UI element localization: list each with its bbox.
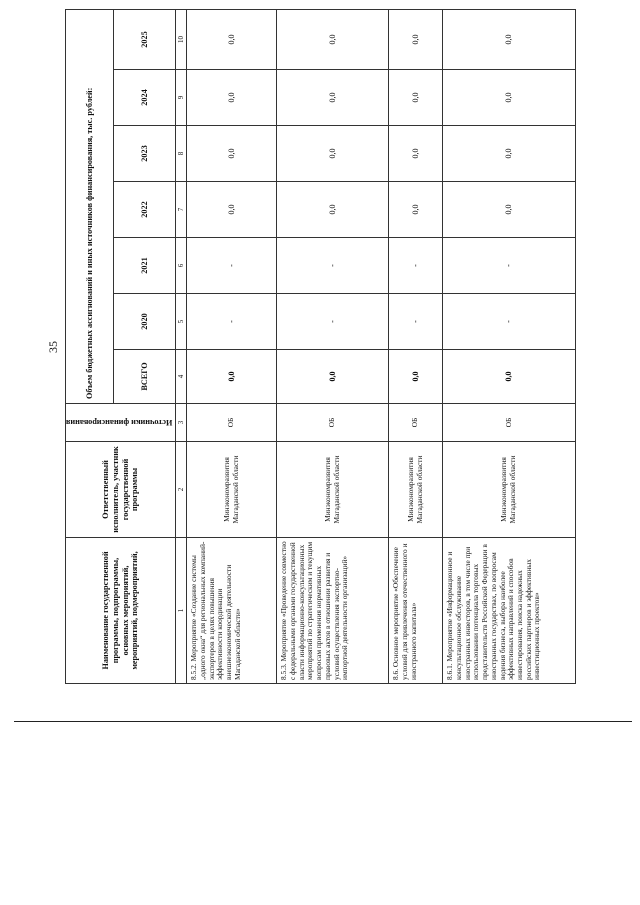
- row-value: 0,0: [443, 126, 576, 182]
- header-volume: Объем бюджетных ассигнований и иных источников финансирования, тыс. рублей:: [66, 10, 114, 404]
- column-number: 2: [176, 442, 187, 538]
- row-value: 0,0: [443, 10, 576, 70]
- row-total: 0,0: [187, 350, 277, 404]
- header-year-2024: 2024: [113, 70, 175, 126]
- row-source: ОБ: [187, 404, 277, 442]
- header-source: Источники финансирования: [66, 418, 173, 428]
- column-number: 4: [176, 350, 187, 404]
- row-value: 0,0: [187, 10, 277, 70]
- table: [65, 9, 576, 684]
- column-number: 3: [176, 404, 187, 442]
- row-name: 8.6. Основное мероприятие «Обеспечение условий для привлечения отечественного и иностранного капитала»: [389, 538, 443, 684]
- column-number: 8: [176, 126, 187, 182]
- header-total: ВСЕГО: [113, 350, 175, 404]
- row-total: 0,0: [443, 350, 576, 404]
- row-value: 0,0: [187, 70, 277, 126]
- row-value: -: [443, 294, 576, 350]
- row-value: 0,0: [277, 182, 389, 238]
- row-name: 8.5.2. Мероприятие «Создание системы „одного окна“ для региональных компаний-экспортеров в целях повышения эффективности координации внешнеэкономической деятельности Магаданской области»: [187, 538, 277, 684]
- table-row: [277, 10, 389, 684]
- header-name: Наименование государственной программы, подпрограммы, основных мероприятий, мероприятий, подмероприятий,: [66, 538, 176, 684]
- row-value: 0,0: [187, 182, 277, 238]
- row-name: 8.6.1. Мероприятие «Информационное и консультационное обслуживание иностранных инвесторов, в том числе при использовании потенциала торговых представительств Российской Федерации в иностранных государствах, по вопросам ведения бизнеса, выбора наиболее эффективных направлений и способов инвестирования, поиска надежных российских партнеров и эффективных инвестиционных проектов»: [443, 538, 576, 684]
- header-executor: Ответственный исполнитель, участник государственной программы: [66, 442, 176, 538]
- row-value: 0,0: [443, 182, 576, 238]
- row-value: 0,0: [187, 126, 277, 182]
- row-total: 0,0: [277, 350, 389, 404]
- column-number: 6: [176, 238, 187, 294]
- row-value: 0,0: [389, 70, 443, 126]
- row-executor: Минэкономразвития Магаданской области: [277, 442, 389, 538]
- column-number-row: [176, 10, 187, 684]
- header-source-cell: [66, 404, 176, 442]
- row-value: 0,0: [389, 10, 443, 70]
- table-row: [187, 10, 277, 684]
- table-row: [389, 10, 443, 684]
- row-source: ОБ: [389, 404, 443, 442]
- row-name: 8.5.3. Мероприятие «Проведение совместно с федеральными органами государственной власти информационно-консультационных мероприятий по стратегическим и текущим вопросам применения нормативных правовых актов в отношении развития и условий осуществления экспортно-импортной деятельности организаций»: [277, 538, 389, 684]
- table-row: [443, 10, 576, 684]
- row-value: -: [443, 238, 576, 294]
- row-value: -: [277, 238, 389, 294]
- header-year-2025: 2025: [113, 10, 175, 70]
- row-executor: Минэкономразвития Магаданской области: [389, 442, 443, 538]
- row-total: 0,0: [389, 350, 443, 404]
- row-value: -: [187, 238, 277, 294]
- row-value: -: [187, 294, 277, 350]
- header-year-2021: 2021: [113, 238, 175, 294]
- footer-rule: [14, 721, 632, 722]
- header-year-2022: 2022: [113, 182, 175, 238]
- column-number: 1: [176, 538, 187, 684]
- header-year-2020: 2020: [113, 294, 175, 350]
- row-value: 0,0: [389, 182, 443, 238]
- budget-table: [65, 10, 542, 684]
- column-number: 9: [176, 70, 187, 126]
- row-source: ОБ: [443, 404, 576, 442]
- row-executor: Минэкономразвития Магаданской области: [187, 442, 277, 538]
- row-value: 0,0: [277, 70, 389, 126]
- row-source: ОБ: [277, 404, 389, 442]
- column-number: 7: [176, 182, 187, 238]
- row-value: -: [277, 294, 389, 350]
- row-value: 0,0: [277, 126, 389, 182]
- header-year-2023: 2023: [113, 126, 175, 182]
- row-executor: Минэкономразвития Магаданской области: [443, 442, 576, 538]
- row-value: 0,0: [277, 10, 389, 70]
- page-number: 35: [46, 341, 60, 353]
- column-number: 5: [176, 294, 187, 350]
- row-value: 0,0: [443, 70, 576, 126]
- column-number: 10: [176, 10, 187, 70]
- row-value: 0,0: [389, 126, 443, 182]
- row-value: -: [389, 294, 443, 350]
- row-value: -: [389, 238, 443, 294]
